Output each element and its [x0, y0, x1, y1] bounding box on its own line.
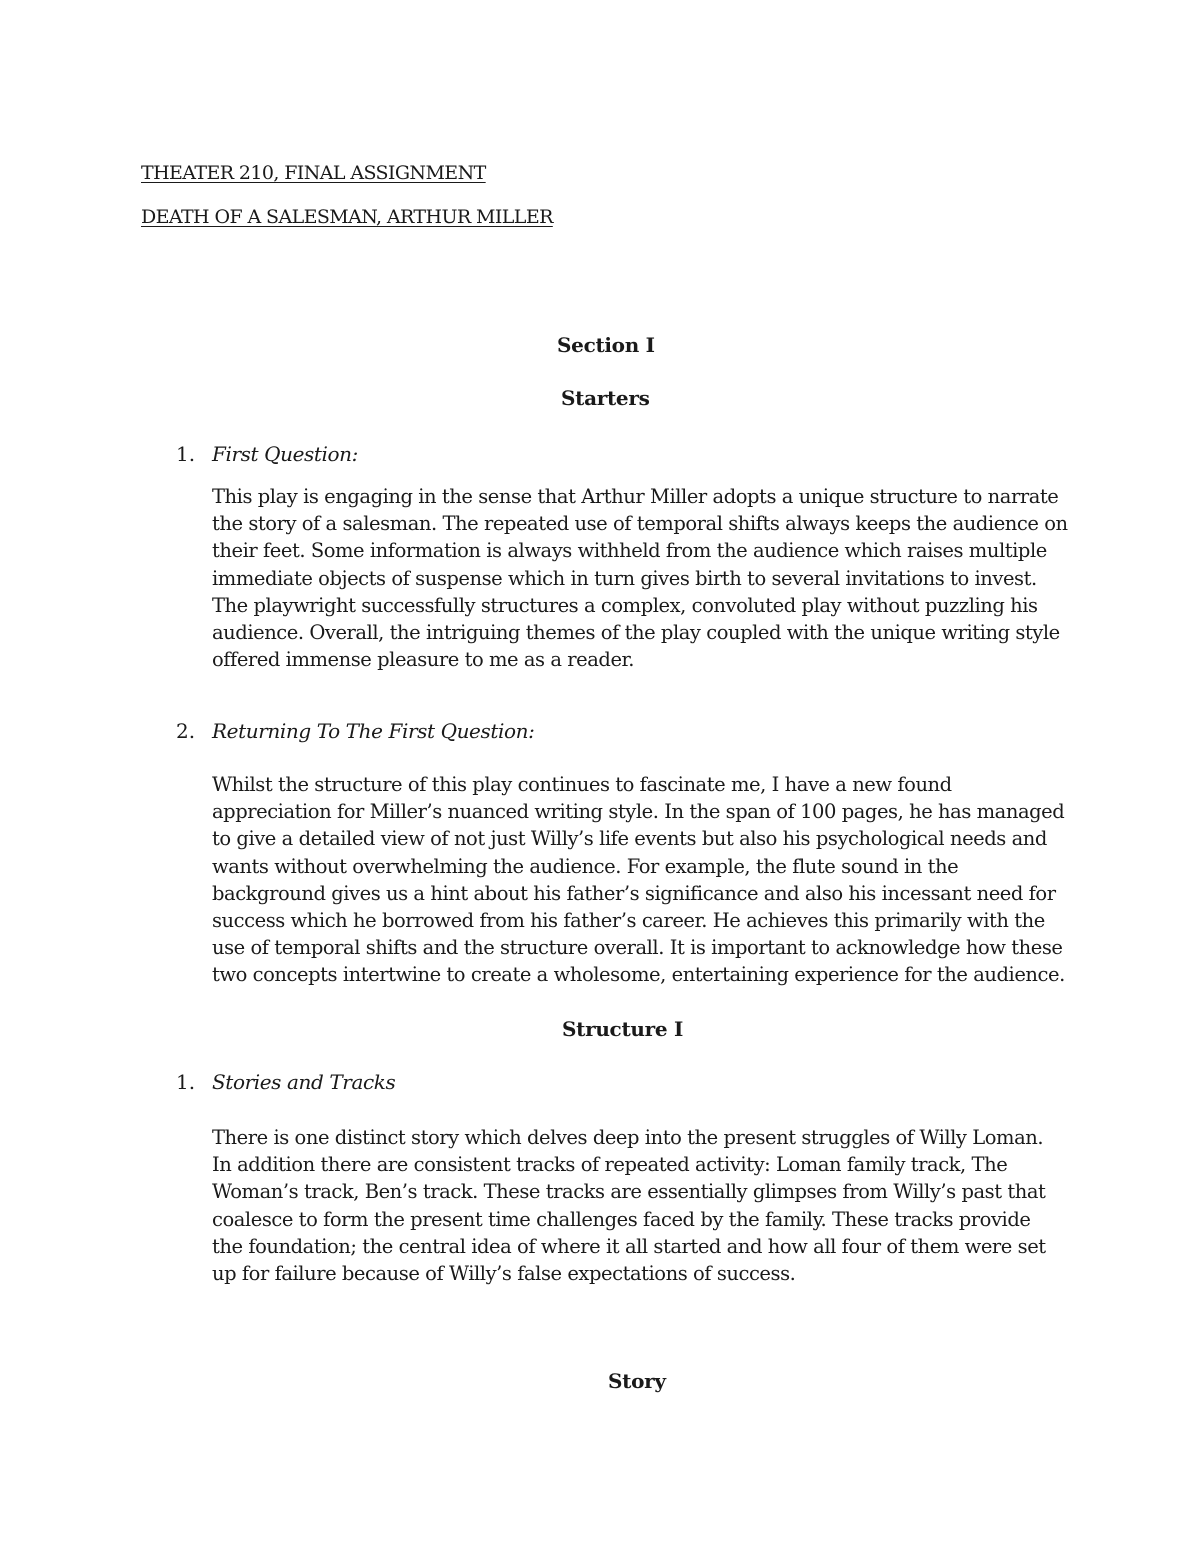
paragraph-line: background gives us a hint about his father’s significance and also his incessant need for — [212, 881, 1056, 905]
paragraph-line: coalesce to form the present time challenges faced by the family. These tracks provide — [212, 1207, 1031, 1231]
question-answer-paragraph — [212, 483, 1072, 673]
section-heading: Section I — [557, 333, 655, 357]
paragraph-line: offered immense pleasure to me as a reader. — [212, 648, 635, 672]
question-answer-paragraph — [212, 771, 1072, 989]
paragraph-line: Woman’s track, Ben’s track. These tracks are essentially glimpses from Willy’s past that — [212, 1180, 1046, 1204]
paragraph-line: use of temporal shifts and the structure overall. It is important to acknowledge how these — [212, 936, 1063, 960]
paragraph-line: up for failure because of Willy’s false expectations of success. — [212, 1262, 796, 1286]
course-title: THEATER 210, FINAL ASSIGNMENT — [141, 162, 486, 184]
question-number: 2. — [176, 719, 196, 743]
paragraph-line: The playwright successfully structures a complex, convoluted play without puzzling his — [212, 593, 1038, 617]
paragraph-line: Whilst the structure of this play continues to fascinate me, I have a new found — [212, 773, 952, 796]
paragraph-line: their feet. Some information is always withheld from the audience which raises multiple — [212, 539, 1047, 563]
paragraph-line: appreciation for Miller’s nuanced writing style. In the span of 100 pages, he has managed — [212, 800, 1065, 824]
paragraph-line: wants without overwhelming the audience. For example, the flute sound in the — [212, 854, 959, 878]
starters-heading: Starters — [561, 386, 650, 410]
paragraph-line: success which he borrowed from his father’s career. He achieves this primarily with the — [212, 909, 1045, 933]
question-title: Returning To The First Question: — [212, 719, 535, 743]
paragraph-line: the story of a salesman. The repeated use of temporal shifts always keeps the audience on — [212, 512, 1068, 536]
question-title: First Question: — [212, 442, 358, 466]
paragraph-line: to give a detailed view of not just Willy’s life events but also his psychological needs and — [212, 827, 1047, 851]
paragraph-line: immediate objects of suspense which in turn gives birth to several invitations to invest. — [212, 566, 1037, 590]
paragraph-line: There is one distinct story which delves deep into the present struggles of Willy Loman. — [212, 1126, 1044, 1149]
paragraph-line: This play is engaging in the sense that Arthur Miller adopts a unique structure to narrate — [212, 485, 1059, 508]
question-number: 1. — [176, 1070, 196, 1094]
question-title: Stories and Tracks — [212, 1070, 396, 1094]
structure-heading: Structure I — [562, 1017, 683, 1041]
assignment-title: DEATH OF A SALESMAN, ARTHUR MILLER — [141, 206, 553, 228]
story-heading: Story — [608, 1369, 666, 1393]
paragraph-line: In addition there are consistent tracks of repeated activity: Loman family track, The — [212, 1153, 1008, 1177]
paragraph-line: two concepts intertwine to create a wholesome, entertaining experience for the audience. — [212, 963, 1065, 987]
paragraph-line: audience. Overall, the intriguing themes of the play coupled with the unique writing style — [212, 621, 1060, 645]
paragraph-line: the foundation; the central idea of where it all started and how all four of them were set — [212, 1234, 1046, 1258]
structure-paragraph — [212, 1124, 1072, 1287]
question-number: 1. — [176, 442, 196, 466]
